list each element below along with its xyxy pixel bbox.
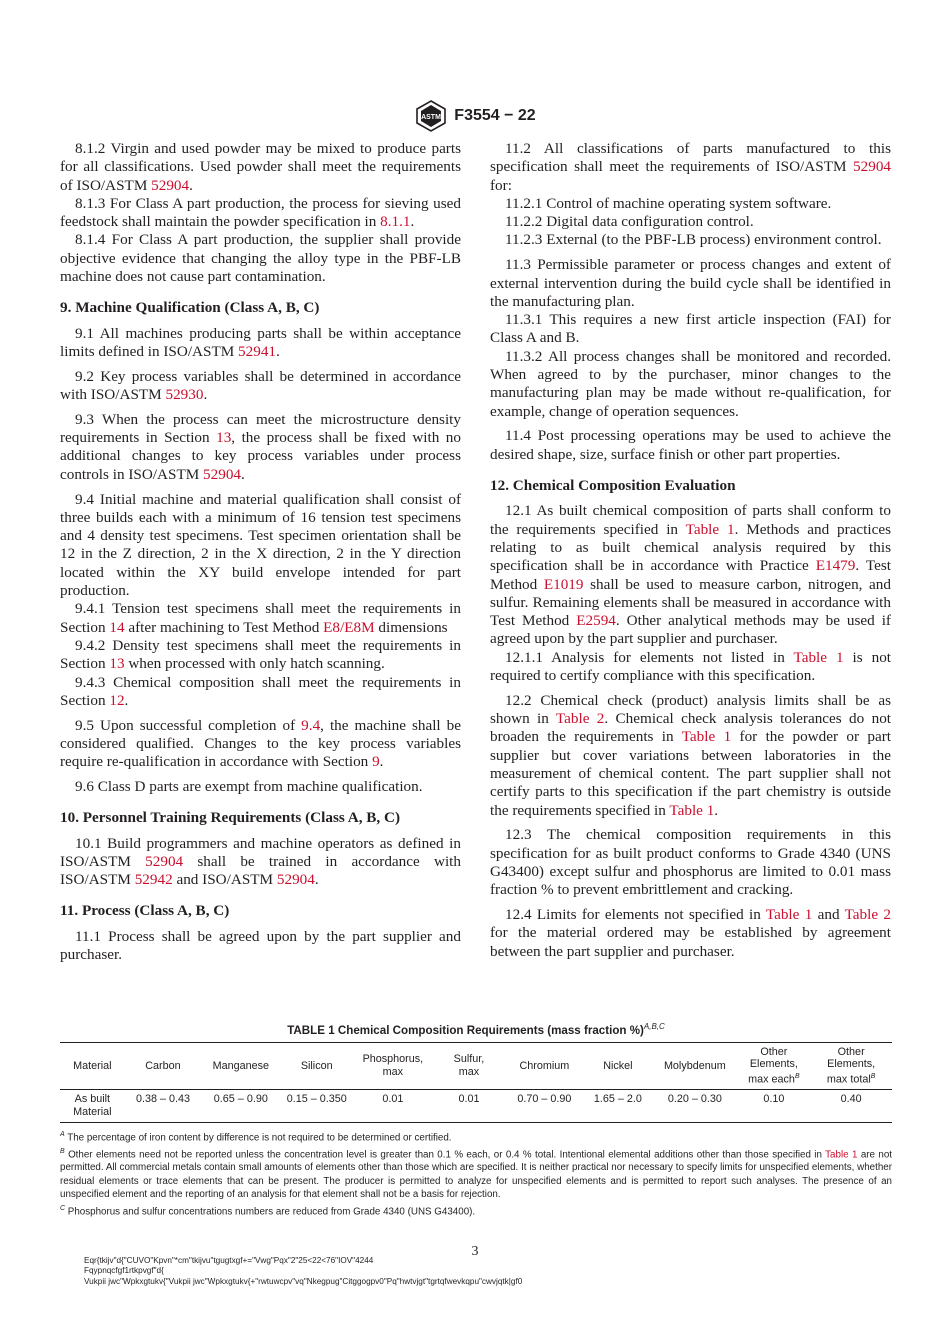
right-column	[490, 140, 891, 967]
paragraph-10-1: 10.1 Build programmers and machine operators as defined in ISO/ASTM 52904 shall be trained in accordance with ISO/ASTM 52942 and ISO/ASTM 52904.	[60, 834, 461, 889]
cell-carbon: 0.38 – 0.43	[135, 1092, 190, 1105]
col-sulfur: Sulfur, max	[453, 1053, 485, 1078]
ref-link[interactable]: 9	[372, 753, 380, 771]
paragraph-9-3: 9.3 When the process can meet the microstructure density requirements in Section 13, the process shall be fixed with no additional changes to key process variables under process controls in ISO/ASTM 52904.	[60, 410, 461, 483]
footnote-b: $^B$ Other elements need not be reported unless the concentration level is greater than 0.1 % each, or 0.4 % total. Intentional elemental additions other than those specified in Table 1 are not permitted. All commercial metals contain small amounts of elements other than those which are specified. It is neither practical nor necessary to specify limits for unspecified elements, whether residual elements or trace elements that can be present. The producer is permitted to analyze for unspecified elements and is permitted to report such analyses. The presence of an unspecified element and the reporting of an analysis for that element shall not be a basis for rejection.	[60, 1147, 892, 1201]
table-1-title: TABLE 1 Chemical Composition Requirements (mass fraction %)$^{A,B,C}$	[287, 1022, 665, 1037]
ref-link[interactable]: 13	[216, 429, 232, 447]
cell-silicon: 0.15 – 0.350	[286, 1092, 347, 1105]
col-other-total: Other Elements, max total$^B$	[826, 1045, 876, 1086]
paragraph-8-1-2: 8.1.2 Virgin and used powder may be mixed to produce parts for all classifications. Used powder shall meet the requirements of ISO/ASTM 52904.	[60, 140, 461, 194]
paragraph-9-4-2: 9.4.2 Density test specimens shall meet the requirements in Section 13 when processed with only hatch scanning.	[60, 636, 461, 673]
paragraph-11-2-1: 11.2.1 Control of machine operating system software.	[505, 194, 832, 212]
section-10-heading: 10. Personnel Training Requirements (Class A, B, C)	[60, 809, 401, 827]
ref-link[interactable]: Table 2	[844, 906, 891, 924]
left-column	[60, 140, 461, 971]
ref-link[interactable]: E8/E8M	[323, 618, 375, 636]
ref-link[interactable]: Table 1	[825, 1148, 858, 1160]
copyright-line: Fqypnqcfgf1rtkpvgf"d{	[84, 1266, 164, 1276]
ref-link[interactable]: 52904	[203, 465, 241, 483]
col-nickel: Nickel	[603, 1059, 633, 1072]
chemical-composition-table	[60, 1042, 892, 1123]
col-molybdenum: Molybdenum	[663, 1059, 726, 1072]
paragraph-9-4-1: 9.4.1 Tension test specimens shall meet the requirements in Section 14 after machining to Test Method E8/E8M dimensions	[60, 600, 461, 636]
ref-link[interactable]: 52904	[151, 176, 190, 194]
page-header	[0, 100, 950, 137]
ref-link[interactable]: 52904	[276, 871, 315, 889]
svg-text:ASTM: ASTM	[421, 114, 442, 121]
footnote-c: $^C$ Phosphorus and sulfur concentrations numbers are reduced from Grade 4340 (UNS G43400).	[60, 1204, 476, 1218]
paragraph-9-6: 9.6 Class D parts are exempt from machine qualification.	[75, 778, 423, 795]
cell-manganese: 0.65 – 0.90	[213, 1092, 268, 1105]
document-number: F3554 − 22	[454, 107, 536, 124]
paragraph-12-1: 12.1 As built chemical composition of parts shall conform to the requirements specified in Table 1. Methods and practices relating to as built chemical analysis required by this specification shall be in accordance with Practice E1479. Test Method E1019 shall be used to measure carbon, nitrogen, and sulfur. Remaining elements shall be measured in accordance with Test Method E2594. Other analytical methods may be used if agreed upon by the part supplier and purchaser.	[490, 502, 891, 648]
ref-link[interactable]: 52904	[145, 852, 184, 870]
table-row	[60, 1089, 892, 1122]
paragraph-8-1-4: 8.1.4 For Class A part production, the supplier shall provide objective evidence that changing the alloy type in the PBF-LB machine does not cause part contamination.	[60, 231, 461, 286]
col-material: Material	[73, 1059, 112, 1072]
ref-link[interactable]: 12	[109, 691, 125, 709]
ref-link[interactable]: 52904	[853, 158, 891, 176]
copyright-line: Eqr{tkijv"d{"CUVO"Kpvn"*cm"tkijvu"tgugtxgf+="Vwg"Pqx"2"25<22<76"IOV"4244	[84, 1256, 374, 1265]
ref-link[interactable]: Table 2	[555, 710, 605, 728]
paragraph-11-1: 11.1 Process shall be agreed upon by the part supplier and purchaser.	[60, 927, 461, 964]
paragraph-12-1-1: 12.1.1 Analysis for elements not listed in Table 1 is not required to certify compliance with this specification.	[490, 648, 892, 685]
col-phosphorus: Phosphorus, max	[362, 1053, 424, 1078]
paragraph-9-5: 9.5 Upon successful completion of 9.4, the machine shall be considered qualified. Changes to the key process variables require re-qualification in accordance with Section 9.	[60, 716, 461, 771]
section-9-heading: 9. Machine Qualification (Class A, B, C)	[60, 299, 320, 317]
col-chromium: Chromium	[519, 1059, 570, 1072]
cell-chromium: 0.70 – 0.90	[517, 1092, 572, 1105]
ref-link[interactable]: Table 1	[793, 648, 844, 666]
ref-link[interactable]: Table 1	[669, 801, 715, 819]
cell-other-each: 0.10	[763, 1092, 785, 1105]
footnote-a: $^A$ The percentage of iron content by difference is not required to be determined or certified.	[60, 1130, 452, 1144]
cell-material: As built Material	[73, 1092, 112, 1118]
paragraph-8-1-3: 8.1.3 For Class A part production, the process for sieving used feedstock shall maintain the powder specification in 8.1.1.	[60, 194, 461, 231]
col-carbon: Carbon	[145, 1059, 181, 1072]
ref-link[interactable]: Table 1	[765, 906, 813, 924]
ref-link[interactable]: Table 1	[685, 520, 735, 538]
col-silicon: Silicon	[300, 1059, 333, 1072]
paragraph-11-3: 11.3 Permissible parameter or process changes and extent of external intervention during the build cycle shall be identified in the manufacturing plan.	[490, 256, 891, 310]
ref-link[interactable]: E1479	[815, 557, 856, 575]
table-1-block	[60, 1022, 892, 1219]
section-12-heading: 12. Chemical Composition Evaluation	[490, 477, 736, 495]
ref-link[interactable]: 52942	[134, 871, 173, 889]
page-number: 3	[471, 1244, 479, 1259]
table-header-row	[60, 1042, 892, 1089]
col-other-each: Other Elements, max each$^B$	[748, 1045, 800, 1086]
ref-link[interactable]: Table 1	[681, 728, 732, 746]
cell-molybdenum: 0.20 – 0.30	[667, 1092, 722, 1105]
col-manganese: Manganese	[212, 1059, 270, 1072]
ref-link[interactable]: 9.4	[301, 716, 321, 734]
paragraph-11-2-3: 11.2.3 External (to the PBF-LB process) environment control.	[505, 231, 882, 249]
ref-link[interactable]: 13	[109, 655, 125, 673]
copyright-notice	[84, 1256, 522, 1287]
ref-link[interactable]: 8.1.1	[380, 213, 411, 231]
paragraph-12-2: 12.2 Chemical check (product) analysis limits shall be as shown in Table 2. Chemical check analysis tolerances do not broaden the requirements in Table 1 for the powder or part supplier but cover variations between laboratories in the measurement of chemical content. The part supplier shall not certify parts to this specification if the part chemistry is outside the requirements specified in Table 1.	[490, 691, 892, 819]
cell-sulfur: 0.01	[458, 1092, 480, 1105]
paragraph-12-3: 12.3 The chemical composition requirements in this specification for as built product conforms to Grade 4340 (UNS G43400) except sulfur and phosphorus are limited to 0.01 mass fraction % to prevent embrittlement and cracking.	[490, 826, 891, 899]
paragraph-11-2: 11.2 All classifications of parts manufactured to this specification shall meet the requirements of ISO/ASTM 52904 for:	[490, 140, 891, 194]
paragraph-9-4: 9.4 Initial machine and material qualification shall consist of three builds each with a minimum of 16 tension test specimens and 4 density test specimens. Test specimen orientation shall be 12 in the Z direction, 2 in the X direction, 2 in the Y direction located within the XY build envelope intended for part production.	[60, 490, 461, 600]
table-footnotes	[60, 1128, 892, 1219]
cell-other-total: 0.40	[840, 1092, 862, 1105]
ref-link[interactable]: E1019	[543, 575, 584, 593]
ref-link[interactable]: 52930	[165, 386, 204, 404]
astm-logo-icon	[414, 100, 448, 132]
cell-nickel: 1.65 – 2.0	[593, 1092, 642, 1105]
paragraph-12-4: 12.4 Limits for elements not specified in Table 1 and Table 2 for the material ordered may be established by agreement between the part supplier and purchaser.	[490, 906, 891, 960]
paragraph-11-3-2: 11.3.2 All process changes shall be monitored and recorded. When agreed to by the purchaser, minor changes to the manufacturing plan may be made without re-qualification, for example, change of operation sequences.	[490, 347, 891, 420]
paragraph-9-2: 9.2 Key process variables shall be determined in accordance with ISO/ASTM 52930.	[60, 367, 461, 404]
ref-link[interactable]: E2594	[576, 612, 616, 630]
paragraph-9-4-3: 9.4.3 Chemical composition shall meet the requirements in Section 12.	[60, 673, 461, 709]
copyright-line: Vukpii jwc"Wpkxgtukv{"Vukpii jwc"Wpkxgtukv{+"rwtuwcpv"vq"Nkegpug"Citggogpv0"Pq"hwtvjgt"tgrtqfwevkqpu"cwvjqtk|gf0	[84, 1276, 523, 1286]
cell-phosphorus: 0.01	[382, 1092, 404, 1105]
paragraph-11-2-2: 11.2.2 Digital data configuration control.	[505, 213, 754, 231]
paragraph-11-3-1: 11.3.1 This requires a new first article inspection (FAI) for Class A and B.	[490, 311, 891, 347]
paragraph-11-4: 11.4 Post processing operations may be used to achieve the desired shape, size, surface finish or other part properties.	[490, 427, 891, 463]
ref-link[interactable]: 52941	[238, 342, 276, 360]
paragraph-9-1: 9.1 All machines producing parts shall be within acceptance limits defined in ISO/ASTM 52941.	[60, 324, 461, 360]
ref-link[interactable]: 14	[109, 618, 125, 636]
section-11-heading: 11. Process (Class A, B, C)	[60, 902, 230, 920]
